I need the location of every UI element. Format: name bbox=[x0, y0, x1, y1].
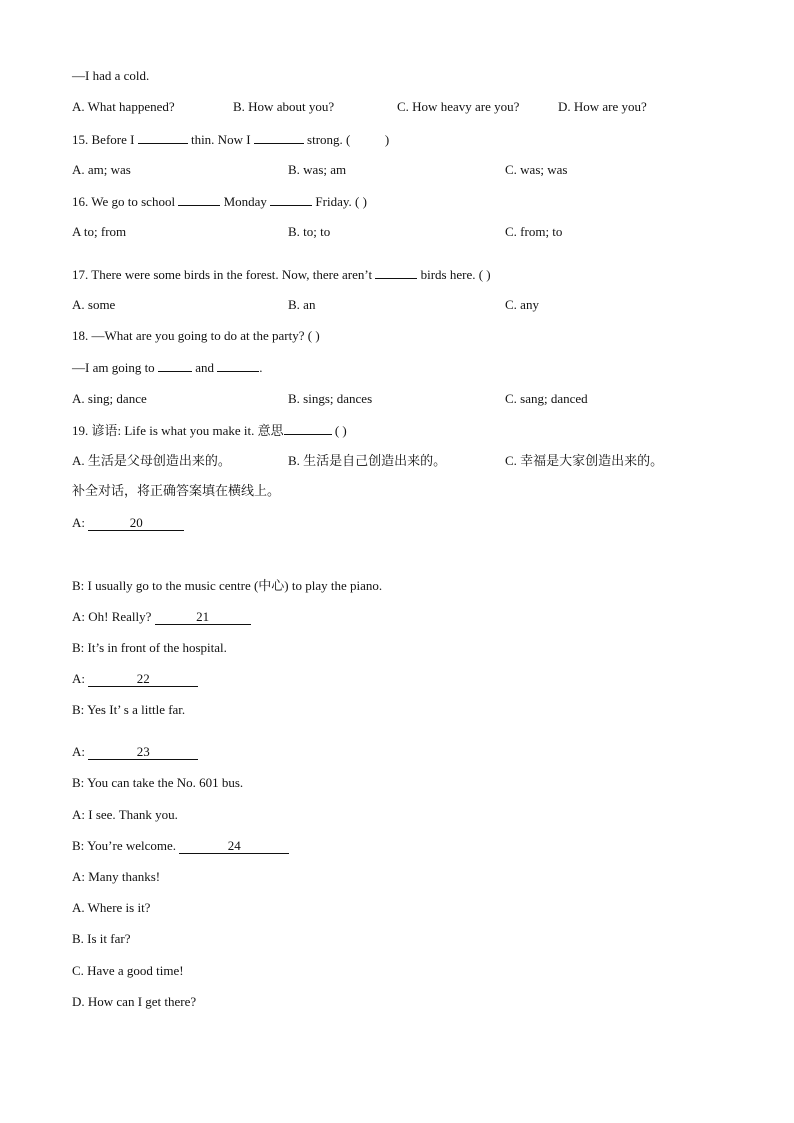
dialogue-line bbox=[72, 514, 184, 532]
q16-stem-part: Monday bbox=[223, 194, 267, 209]
q14-option-d: D. How are you? bbox=[558, 99, 647, 114]
dialogue-line bbox=[72, 868, 160, 886]
dialogue-blank-22[interactable]: 22 bbox=[88, 672, 198, 687]
dialogue-blank-24[interactable]: 24 bbox=[179, 839, 289, 854]
dialogue-text: It’s in front of the hospital. bbox=[87, 640, 227, 655]
speaker-label: B: bbox=[72, 838, 85, 853]
q15-stem-part: 15. Before I bbox=[72, 132, 135, 147]
q18-blank-1[interactable] bbox=[158, 358, 192, 372]
q14-reply: —I had a cold. bbox=[72, 68, 150, 83]
speaker-label: A: bbox=[72, 744, 85, 759]
speaker-label: B: bbox=[72, 702, 85, 717]
dialogue-text: I usually go to the music centre (中心) to play the piano. bbox=[87, 578, 383, 593]
speaker-label: A: bbox=[72, 515, 85, 530]
q15-option-b: B. was; am bbox=[288, 162, 347, 177]
dialogue-line bbox=[72, 670, 198, 688]
q14-option-a: A. What happened? bbox=[72, 99, 175, 114]
q18-reply bbox=[72, 358, 262, 377]
q16-blank-2[interactable] bbox=[270, 192, 312, 206]
q19-stem-part: 19. 谚语: Life is what you make it. 意思 bbox=[72, 423, 284, 438]
dialogue-text: You’re welcome. bbox=[87, 838, 177, 853]
dialogue-blank-23[interactable]: 23 bbox=[88, 745, 198, 760]
q16-option-c: C. from; to bbox=[505, 224, 563, 239]
q19-option-a: A. 生活是父母创造出来的。 bbox=[72, 453, 231, 468]
dialogue-instruction: 补全对话，将正确答案填在横线上。 bbox=[72, 484, 281, 499]
q14-option-c: C. How heavy are you? bbox=[397, 99, 520, 114]
q16-option-a: A to; from bbox=[72, 224, 127, 239]
speaker-label: A: bbox=[72, 671, 85, 686]
q18-reply-part: . bbox=[259, 360, 263, 375]
dialogue-choice-d: D. How can I get there? bbox=[72, 994, 197, 1009]
dialogue-line bbox=[72, 701, 185, 719]
dialogue-blank-21[interactable]: 21 bbox=[155, 610, 251, 625]
q15-option-c: C. was; was bbox=[505, 162, 568, 177]
q15-blank-2[interactable] bbox=[254, 130, 304, 144]
speaker-label: B: bbox=[72, 775, 85, 790]
q17-stem bbox=[72, 265, 491, 284]
dialogue-line bbox=[72, 639, 227, 657]
dialogue-line bbox=[72, 577, 382, 595]
q19-stem-part: ( ) bbox=[334, 423, 347, 438]
dialogue-text: You can take the No. 601 bus. bbox=[87, 775, 244, 790]
speaker-label: A: bbox=[72, 807, 85, 822]
q17-option-c: C. any bbox=[505, 297, 539, 312]
q15-blank-1[interactable] bbox=[138, 130, 188, 144]
q15-stem-part: ) bbox=[384, 132, 390, 147]
q19-stem bbox=[72, 421, 347, 440]
dialogue-line bbox=[72, 806, 178, 824]
q18-blank-2[interactable] bbox=[217, 358, 259, 372]
dialogue-text: I see. Thank you. bbox=[88, 807, 178, 822]
q18-reply-part: and bbox=[195, 360, 214, 375]
q17-stem-part: birds here. ( ) bbox=[420, 267, 491, 282]
q16-option-b: B. to; to bbox=[288, 224, 331, 239]
q17-option-b: B. an bbox=[288, 297, 316, 312]
q16-stem-part: Friday. ( ) bbox=[315, 194, 367, 209]
q16-blank-1[interactable] bbox=[178, 192, 220, 206]
q19-blank[interactable] bbox=[284, 421, 332, 435]
dialogue-line bbox=[72, 774, 243, 792]
q18-reply-part: —I am going to bbox=[72, 360, 155, 375]
dialogue-choice-a: A. Where is it? bbox=[72, 900, 151, 915]
q18-stem: 18. —What are you going to do at the party? ( ) bbox=[72, 328, 320, 343]
dialogue-text: Oh! Really? bbox=[88, 609, 152, 624]
q15-stem bbox=[72, 130, 389, 149]
dialogue-line bbox=[72, 743, 198, 761]
dialogue-choice-b: B. Is it far? bbox=[72, 931, 131, 946]
speaker-label: B: bbox=[72, 640, 85, 655]
q15-stem-part: strong. ( bbox=[307, 132, 351, 147]
q18-option-b: B. sings; dances bbox=[288, 391, 373, 406]
dialogue-line bbox=[72, 837, 289, 855]
dialogue-text: Many thanks! bbox=[88, 869, 161, 884]
dialogue-text: Yes It’ s a little far. bbox=[87, 702, 186, 717]
dialogue-blank-20[interactable]: 20 bbox=[88, 516, 184, 531]
dialogue-line bbox=[72, 608, 251, 626]
q16-stem bbox=[72, 192, 367, 211]
speaker-label: A: bbox=[72, 609, 85, 624]
speaker-label: B: bbox=[72, 578, 85, 593]
q19-option-b: B. 生活是自己创造出来的。 bbox=[288, 453, 447, 468]
q19-option-c: C. 幸福是大家创造出来的。 bbox=[505, 453, 664, 468]
q16-stem-part: 16. We go to school bbox=[72, 194, 176, 209]
dialogue-choice-c: C. Have a good time! bbox=[72, 963, 184, 978]
q18-option-c: C. sang; danced bbox=[505, 391, 588, 406]
q17-stem-part: 17. There were some birds in the forest. Now, there aren’t bbox=[72, 267, 373, 282]
q15-stem-part: thin. Now I bbox=[190, 132, 251, 147]
q17-blank[interactable] bbox=[375, 265, 417, 279]
speaker-label: A: bbox=[72, 869, 85, 884]
q18-option-a: A. sing; dance bbox=[72, 391, 147, 406]
q15-option-a: A. am; was bbox=[72, 162, 131, 177]
q14-option-b: B. How about you? bbox=[233, 99, 335, 114]
q17-option-a: A. some bbox=[72, 297, 116, 312]
